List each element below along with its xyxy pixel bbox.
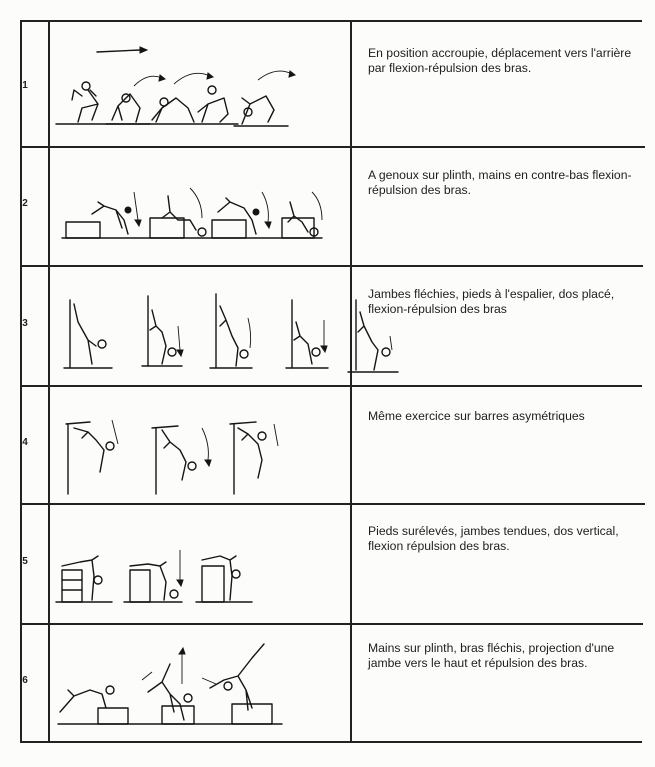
row-divider-2 (20, 265, 643, 267)
row-number-4: 4 (22, 437, 28, 448)
row-divider-4 (20, 503, 645, 505)
row-number-5: 5 (22, 556, 28, 567)
table-bottom-border (20, 741, 642, 743)
illustration-row-1 (52, 28, 350, 138)
table-left-border (20, 20, 22, 742)
illustration-row-5 (52, 510, 350, 620)
row-divider-5 (20, 623, 643, 625)
illustration-row-6 (52, 628, 350, 738)
row-description-5: Pieds surélevés, jambes tendues, dos vertical, flexion répulsion des bras. (368, 524, 619, 553)
row-number-3: 3 (22, 318, 28, 329)
row-description-3: Jambes fléchies, pieds à l'espalier, dos placé, flexion-répulsion des bras (368, 287, 615, 316)
row-description-1: En position accroupie, déplacement vers l'arrière par flexion-répulsion des bras. (368, 46, 632, 75)
illustration-row-4 (52, 390, 350, 500)
number-column-divider (48, 20, 50, 742)
row-divider-1 (20, 146, 645, 148)
row-description-2: A genoux sur plinth, mains en contre-bas flexion-répulsion des bras. (368, 168, 632, 197)
illustration-row-3 (52, 270, 350, 380)
row-number-6: 6 (22, 675, 28, 686)
description-column-divider (350, 20, 352, 742)
row-description-4: Même exercice sur barres asymétriques (368, 409, 585, 423)
row-number-1: 1 (22, 80, 28, 91)
illustration-row-2 (52, 150, 350, 260)
row-description-6: Mains sur plinth, bras fléchis, projection d'une jambe vers le haut et répulsion des bras. (368, 641, 615, 670)
illustration-row-3-extra (342, 290, 402, 380)
row-number-2: 2 (22, 198, 28, 209)
row-divider-3 (20, 385, 642, 387)
table-top-border (20, 20, 642, 22)
